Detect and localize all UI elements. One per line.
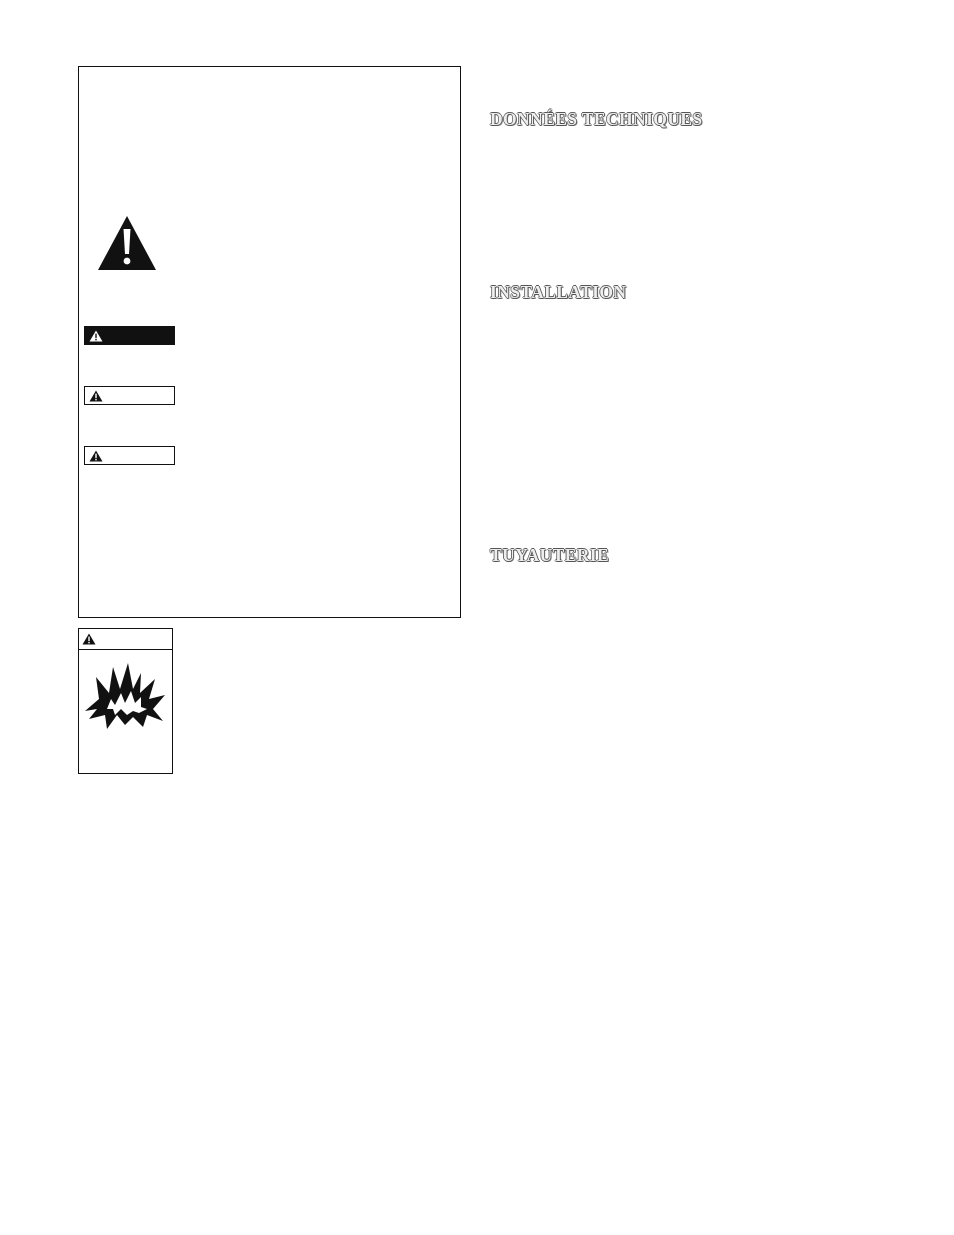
warning-triangle-icon	[89, 450, 103, 462]
safety-alert-icon	[96, 214, 158, 272]
warning-triangle-icon	[89, 390, 103, 402]
section-heading-installation: INSTALLATION	[490, 282, 627, 302]
warning-signal-panel	[84, 386, 175, 405]
danger-signal-panel	[84, 326, 175, 345]
section-heading-donnees-techniques: DONNÉES TECHNIQUES	[490, 109, 703, 129]
hazard-label-header	[79, 629, 172, 650]
explosion-icon	[83, 659, 169, 733]
explosion-hazard-label	[78, 628, 173, 774]
section-heading-tuyauterie: TUYAUTERIE	[490, 545, 610, 565]
warning-triangle-icon	[89, 330, 103, 342]
warning-triangle-icon	[82, 633, 96, 645]
caution-signal-panel	[84, 446, 175, 465]
